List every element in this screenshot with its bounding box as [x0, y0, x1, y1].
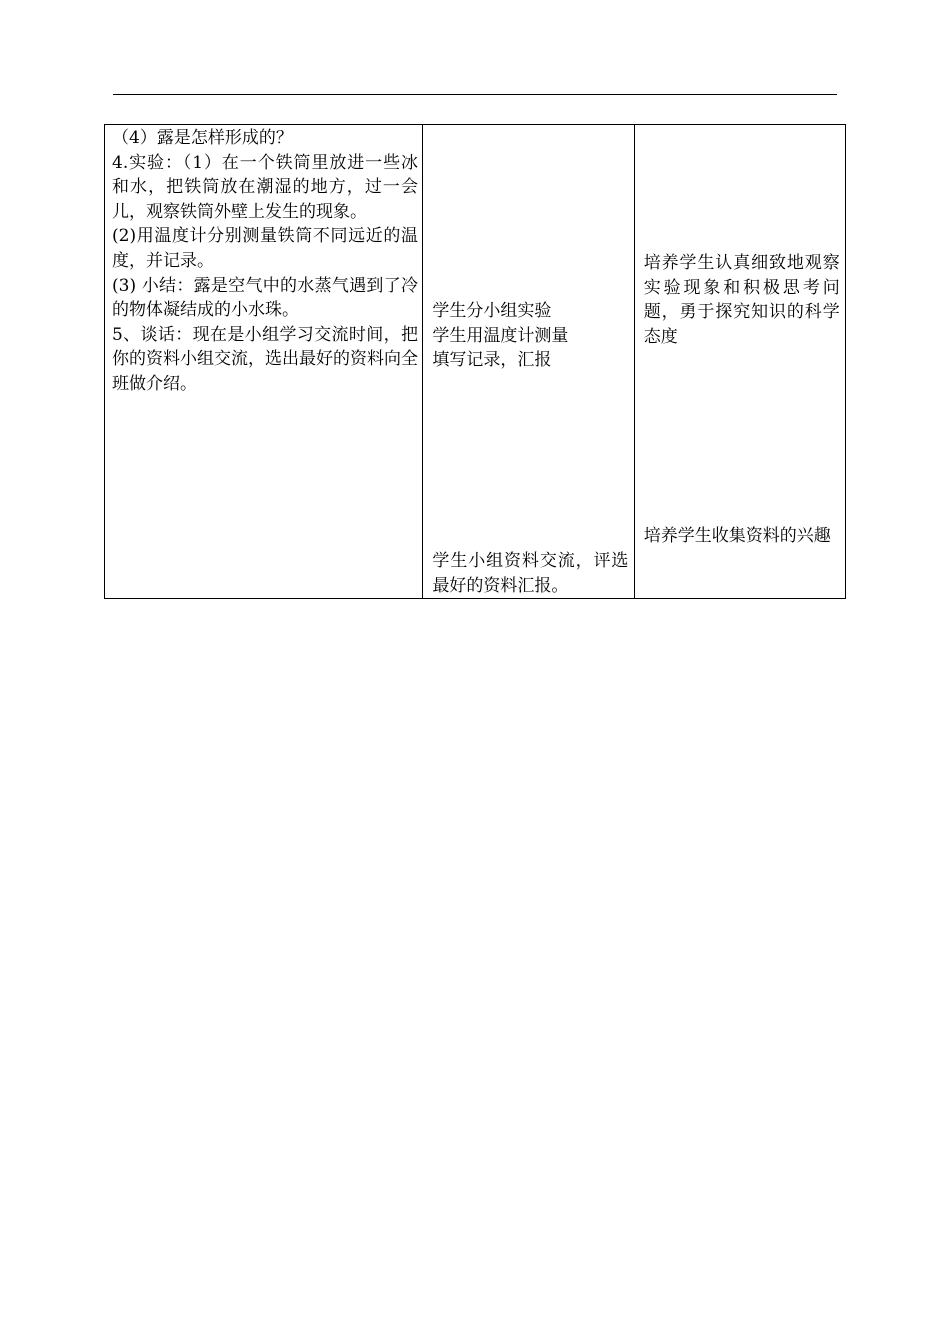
text-line: 学生分小组实验: [432, 301, 552, 321]
text-line: 填写记录，汇报: [432, 350, 552, 371]
text-line: 培养学生收集资料的兴趣: [643, 526, 831, 546]
text-line: （4）露是怎样形成的？: [112, 128, 293, 148]
teacher-activity-cell: [105, 125, 423, 599]
text-line: 培养学生认真细致地观察实验现象和积极思考问题，勇于探究知识的科学态度: [643, 253, 840, 347]
design-intent-text-a: [644, 251, 840, 349]
text-line: 学生小组资料交流，评选最好的资料汇报。: [432, 551, 629, 596]
header-rule: [113, 94, 837, 95]
text-line: (2)用温度计分别测量铁筒不同远近的温度，并记录。: [112, 226, 418, 271]
lesson-plan-table: [104, 124, 846, 599]
text-line: 5、谈话：现在是小组学习交流时间，把你的资料小组交流，选出最好的资料向全班做介绍。: [112, 324, 418, 394]
design-intent-cell: [634, 125, 845, 599]
student-exchange-text: [432, 549, 628, 598]
teacher-activity-text: [112, 126, 418, 397]
text-line: 4.实验：（1）在一个铁筒里放进一些冰和水，把铁筒放在潮湿的地方，过一会儿，观察铁筒外壁上发生的现象。: [112, 152, 418, 222]
student-experiment-text: [432, 299, 628, 373]
design-intent-text-b: [644, 524, 840, 549]
table-row: [105, 125, 846, 599]
student-activity-cell: [423, 125, 634, 599]
text-line: (3) 小结：露是空气中的水蒸气遇到了冷的物体凝结成的小水珠。: [112, 275, 418, 321]
text-line: 学生用温度计测量: [432, 325, 569, 346]
